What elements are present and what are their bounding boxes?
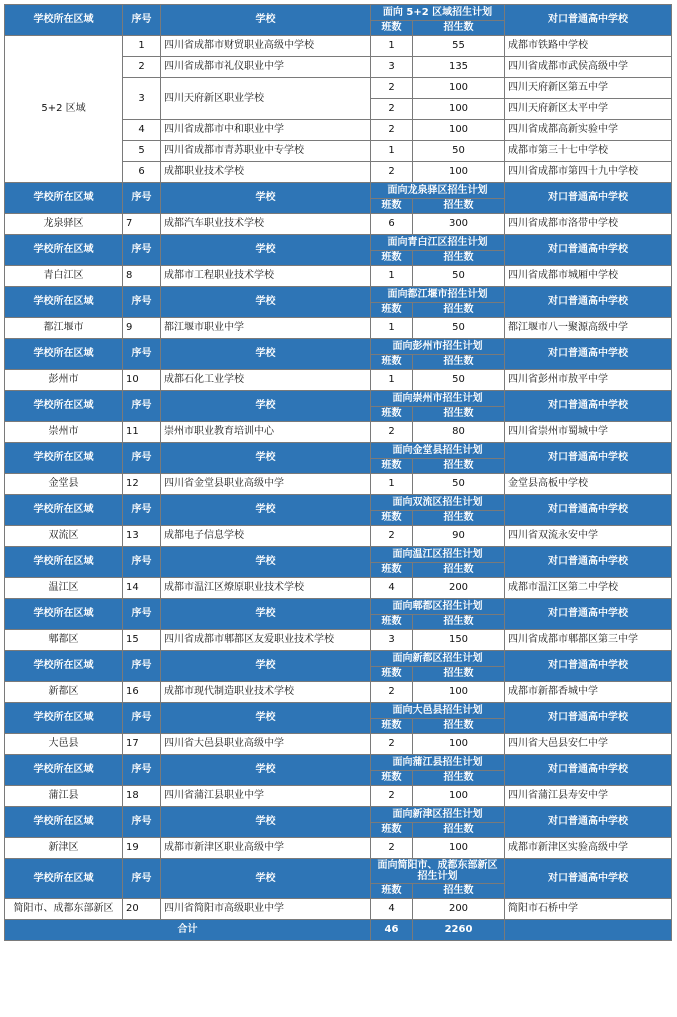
- section-header-row: [5, 807, 672, 823]
- seq-cell: 3: [123, 78, 161, 120]
- header-classes: 班数: [371, 407, 413, 422]
- header-seq: 序号: [123, 235, 161, 266]
- seq-cell: 10: [123, 370, 161, 391]
- header-classes: 班数: [371, 459, 413, 474]
- section-header-row: [5, 755, 672, 771]
- header-classes: 班数: [371, 563, 413, 578]
- region-cell: 龙泉驿区: [5, 214, 123, 235]
- enroll-cell: 100: [413, 838, 505, 859]
- classes-cell: 2: [371, 78, 413, 99]
- section-header-row: [5, 651, 672, 667]
- header-region: 学校所在区域: [5, 547, 123, 578]
- classes-cell: 2: [371, 162, 413, 183]
- paired-school-cell: 四川天府新区太平中学: [505, 99, 672, 120]
- table-row: [5, 786, 672, 807]
- enroll-cell: 100: [413, 120, 505, 141]
- table-row: [5, 266, 672, 287]
- header-paired-school: 对口普通高中学校: [505, 599, 672, 630]
- total-enroll: 2260: [413, 920, 505, 941]
- header-enroll: 招生数: [413, 771, 505, 786]
- paired-school-cell: 四川省蒲江县寿安中学: [505, 786, 672, 807]
- school-name-cell: 四川省金堂县职业高级中学: [161, 474, 371, 495]
- header-plan-title: 面向双流区招生计划: [371, 495, 505, 511]
- region-cell: 郫都区: [5, 630, 123, 651]
- header-classes: 班数: [371, 21, 413, 36]
- header-region: 学校所在区域: [5, 287, 123, 318]
- section-header-row: [5, 547, 672, 563]
- header-school: 学校: [161, 443, 371, 474]
- classes-cell: 4: [371, 899, 413, 920]
- header-region: 学校所在区域: [5, 391, 123, 422]
- header-school: 学校: [161, 287, 371, 318]
- header-region: 学校所在区域: [5, 235, 123, 266]
- seq-cell: 2: [123, 57, 161, 78]
- seq-cell: 15: [123, 630, 161, 651]
- classes-cell: 2: [371, 838, 413, 859]
- header-plan-title: 面向郫都区招生计划: [371, 599, 505, 615]
- seq-cell: 1: [123, 36, 161, 57]
- table-row: [5, 682, 672, 703]
- region-cell: 青白江区: [5, 266, 123, 287]
- paired-school-cell: 成都市新都香城中学: [505, 682, 672, 703]
- classes-cell: 1: [371, 266, 413, 287]
- header-plan-title: 面向青白江区招生计划: [371, 235, 505, 251]
- header-plan-title: 面向大邑县招生计划: [371, 703, 505, 719]
- school-name-cell: 四川省成都市中和职业中学: [161, 120, 371, 141]
- header-paired-school: 对口普通高中学校: [505, 183, 672, 214]
- header-seq: 序号: [123, 443, 161, 474]
- enroll-cell: 50: [413, 141, 505, 162]
- header-school: 学校: [161, 547, 371, 578]
- school-name-cell: 四川天府新区职业学校: [161, 78, 371, 120]
- header-school: 学校: [161, 495, 371, 526]
- classes-cell: 4: [371, 578, 413, 599]
- classes-cell: 6: [371, 214, 413, 235]
- header-region: 学校所在区域: [5, 755, 123, 786]
- enroll-cell: 200: [413, 578, 505, 599]
- header-region: 学校所在区域: [5, 859, 123, 899]
- header-plan-title: 面向龙泉驿区招生计划: [371, 183, 505, 199]
- table-body: [5, 5, 672, 941]
- paired-school-cell: 成都市温江区第二中学校: [505, 578, 672, 599]
- section-header-row: [5, 183, 672, 199]
- header-region: 学校所在区域: [5, 599, 123, 630]
- seq-cell: 17: [123, 734, 161, 755]
- header-school: 学校: [161, 755, 371, 786]
- header-classes: 班数: [371, 884, 413, 899]
- header-school: 学校: [161, 235, 371, 266]
- enroll-cell: 100: [413, 734, 505, 755]
- school-name-cell: 成都电子信息学校: [161, 526, 371, 547]
- enroll-cell: 90: [413, 526, 505, 547]
- header-seq: 序号: [123, 599, 161, 630]
- header-enroll: 招生数: [413, 719, 505, 734]
- header-school: 学校: [161, 599, 371, 630]
- header-classes: 班数: [371, 511, 413, 526]
- region-cell: 都江堰市: [5, 318, 123, 339]
- paired-school-cell: 成都市铁路中学校: [505, 36, 672, 57]
- region-cell: 崇州市: [5, 422, 123, 443]
- region-cell: 双流区: [5, 526, 123, 547]
- header-enroll: 招生数: [413, 251, 505, 266]
- header-classes: 班数: [371, 251, 413, 266]
- enroll-cell: 100: [413, 786, 505, 807]
- classes-cell: 2: [371, 99, 413, 120]
- header-plan-title: 面向简阳市、成都东部新区招生计划: [371, 859, 505, 884]
- paired-school-cell: 金堂县高板中学校: [505, 474, 672, 495]
- paired-school-cell: 四川省成都市城厢中学校: [505, 266, 672, 287]
- region-cell: 新津区: [5, 838, 123, 859]
- header-enroll: 招生数: [413, 823, 505, 838]
- school-name-cell: 成都市现代制造职业技术学校: [161, 682, 371, 703]
- header-school: 学校: [161, 339, 371, 370]
- header-seq: 序号: [123, 703, 161, 734]
- school-name-cell: 成都汽车职业技术学校: [161, 214, 371, 235]
- header-classes: 班数: [371, 771, 413, 786]
- header-region: 学校所在区域: [5, 495, 123, 526]
- classes-cell: 3: [371, 57, 413, 78]
- school-name-cell: 成都市新津区职业高级中学: [161, 838, 371, 859]
- table-row: [5, 474, 672, 495]
- header-plan-title: 面向蒲江县招生计划: [371, 755, 505, 771]
- seq-cell: 8: [123, 266, 161, 287]
- seq-cell: 7: [123, 214, 161, 235]
- school-name-cell: 四川省成都市青苏职业中专学校: [161, 141, 371, 162]
- classes-cell: 1: [371, 36, 413, 57]
- header-region: 学校所在区域: [5, 339, 123, 370]
- header-seq: 序号: [123, 339, 161, 370]
- header-classes: 班数: [371, 303, 413, 318]
- enroll-cell: 100: [413, 99, 505, 120]
- enroll-cell: 50: [413, 318, 505, 339]
- paired-school-cell: 四川省崇州市蜀城中学: [505, 422, 672, 443]
- header-plan-title: 面向彭州市招生计划: [371, 339, 505, 355]
- header-paired-school: 对口普通高中学校: [505, 495, 672, 526]
- paired-school-cell: 成都市第三十七中学校: [505, 141, 672, 162]
- header-classes: 班数: [371, 615, 413, 630]
- header-plan-title: 面向新津区招生计划: [371, 807, 505, 823]
- classes-cell: 3: [371, 630, 413, 651]
- paired-school-cell: 四川省彭州市敖平中学: [505, 370, 672, 391]
- header-school: 学校: [161, 859, 371, 899]
- table-row: [5, 734, 672, 755]
- header-seq: 序号: [123, 755, 161, 786]
- header-seq: 序号: [123, 5, 161, 36]
- header-region: 学校所在区域: [5, 5, 123, 36]
- seq-cell: 6: [123, 162, 161, 183]
- header-plan-title: 面向新都区招生计划: [371, 651, 505, 667]
- header-paired-school: 对口普通高中学校: [505, 5, 672, 36]
- header-paired-school: 对口普通高中学校: [505, 651, 672, 682]
- classes-cell: 1: [371, 141, 413, 162]
- school-name-cell: 四川省大邑县职业高级中学: [161, 734, 371, 755]
- school-name-cell: 崇州市职业教育培训中心: [161, 422, 371, 443]
- header-enroll: 招生数: [413, 407, 505, 422]
- table-row: [5, 526, 672, 547]
- school-name-cell: 四川省成都市礼仪职业中学: [161, 57, 371, 78]
- school-name-cell: 四川省简阳市高级职业中学: [161, 899, 371, 920]
- section-header-row: [5, 703, 672, 719]
- seq-cell: 16: [123, 682, 161, 703]
- header-enroll: 招生数: [413, 303, 505, 318]
- header-seq: 序号: [123, 859, 161, 899]
- header-classes: 班数: [371, 823, 413, 838]
- header-paired-school: 对口普通高中学校: [505, 339, 672, 370]
- enroll-cell: 50: [413, 370, 505, 391]
- school-name-cell: 四川省成都市财贸职业高级中学校: [161, 36, 371, 57]
- header-school: 学校: [161, 391, 371, 422]
- table-row: [5, 214, 672, 235]
- header-seq: 序号: [123, 287, 161, 318]
- section-header-row: [5, 5, 672, 21]
- classes-cell: 1: [371, 370, 413, 391]
- header-plan-title: 面向都江堰市招生计划: [371, 287, 505, 303]
- header-region: 学校所在区域: [5, 703, 123, 734]
- header-enroll: 招生数: [413, 21, 505, 36]
- header-classes: 班数: [371, 719, 413, 734]
- header-enroll: 招生数: [413, 667, 505, 682]
- header-paired-school: 对口普通高中学校: [505, 807, 672, 838]
- header-region: 学校所在区域: [5, 183, 123, 214]
- header-enroll: 招生数: [413, 563, 505, 578]
- school-name-cell: 成都职业技术学校: [161, 162, 371, 183]
- header-paired-school: 对口普通高中学校: [505, 547, 672, 578]
- seq-cell: 18: [123, 786, 161, 807]
- header-region: 学校所在区域: [5, 443, 123, 474]
- section-header-row: [5, 235, 672, 251]
- section-header-row: [5, 287, 672, 303]
- enroll-cell: 150: [413, 630, 505, 651]
- header-paired-school: 对口普通高中学校: [505, 859, 672, 899]
- header-enroll: 招生数: [413, 459, 505, 474]
- header-enroll: 招生数: [413, 355, 505, 370]
- school-name-cell: 四川省蒲江县职业中学: [161, 786, 371, 807]
- classes-cell: 2: [371, 120, 413, 141]
- paired-school-cell: 四川省成都市武侯高级中学: [505, 57, 672, 78]
- total-row: [5, 920, 672, 941]
- region-cell: 简阳市、成都东部新区: [5, 899, 123, 920]
- region-cell: 大邑县: [5, 734, 123, 755]
- header-paired-school: 对口普通高中学校: [505, 755, 672, 786]
- enroll-cell: 100: [413, 162, 505, 183]
- enroll-cell: 80: [413, 422, 505, 443]
- seq-cell: 4: [123, 120, 161, 141]
- school-name-cell: 成都市温江区燎原职业技术学校: [161, 578, 371, 599]
- table-row: [5, 36, 672, 57]
- region-cell: 新都区: [5, 682, 123, 703]
- header-paired-school: 对口普通高中学校: [505, 391, 672, 422]
- table-row: [5, 838, 672, 859]
- header-school: 学校: [161, 703, 371, 734]
- header-enroll: 招生数: [413, 511, 505, 526]
- header-seq: 序号: [123, 651, 161, 682]
- total-classes: 46: [371, 920, 413, 941]
- header-plan-title: 面向金堂县招生计划: [371, 443, 505, 459]
- enrollment-plan-table: [4, 4, 672, 941]
- seq-cell: 19: [123, 838, 161, 859]
- enroll-cell: 100: [413, 78, 505, 99]
- header-seq: 序号: [123, 495, 161, 526]
- section-header-row: [5, 495, 672, 511]
- section-header-row: [5, 443, 672, 459]
- header-paired-school: 对口普通高中学校: [505, 443, 672, 474]
- section-header-row: [5, 599, 672, 615]
- region-cell: 蒲江县: [5, 786, 123, 807]
- classes-cell: 1: [371, 318, 413, 339]
- header-seq: 序号: [123, 391, 161, 422]
- paired-school-cell: 四川省双流永安中学: [505, 526, 672, 547]
- header-enroll: 招生数: [413, 199, 505, 214]
- header-paired-school: 对口普通高中学校: [505, 235, 672, 266]
- seq-cell: 14: [123, 578, 161, 599]
- total-label: 合计: [5, 920, 371, 941]
- seq-cell: 9: [123, 318, 161, 339]
- section-header-row: [5, 859, 672, 884]
- enroll-cell: 50: [413, 474, 505, 495]
- classes-cell: 2: [371, 526, 413, 547]
- table-row: [5, 422, 672, 443]
- seq-cell: 11: [123, 422, 161, 443]
- table-row: [5, 370, 672, 391]
- section-header-row: [5, 339, 672, 355]
- classes-cell: 2: [371, 682, 413, 703]
- paired-school-cell: 成都市新津区实验高级中学: [505, 838, 672, 859]
- enroll-cell: 100: [413, 682, 505, 703]
- header-region: 学校所在区域: [5, 651, 123, 682]
- header-seq: 序号: [123, 547, 161, 578]
- enroll-cell: 50: [413, 266, 505, 287]
- enroll-cell: 55: [413, 36, 505, 57]
- seq-cell: 12: [123, 474, 161, 495]
- paired-school-cell: 四川天府新区第五中学: [505, 78, 672, 99]
- paired-school-cell: 四川省大邑县安仁中学: [505, 734, 672, 755]
- seq-cell: 5: [123, 141, 161, 162]
- school-name-cell: 成都市工程职业技术学校: [161, 266, 371, 287]
- region-cell: 金堂县: [5, 474, 123, 495]
- header-plan-title: 面向崇州市招生计划: [371, 391, 505, 407]
- header-seq: 序号: [123, 807, 161, 838]
- header-paired-school: 对口普通高中学校: [505, 287, 672, 318]
- header-classes: 班数: [371, 199, 413, 214]
- header-plan-title: 面向温江区招生计划: [371, 547, 505, 563]
- paired-school-cell: 四川省成都市洛带中学校: [505, 214, 672, 235]
- header-enroll: 招生数: [413, 884, 505, 899]
- header-school: 学校: [161, 651, 371, 682]
- paired-school-cell: 四川省成都市郫都区第三中学: [505, 630, 672, 651]
- table-row: [5, 899, 672, 920]
- paired-school-cell: 简阳市石桥中学: [505, 899, 672, 920]
- header-school: 学校: [161, 807, 371, 838]
- header-enroll: 招生数: [413, 615, 505, 630]
- header-school: 学校: [161, 5, 371, 36]
- header-plan-title: 面向 5+2 区域招生计划: [371, 5, 505, 21]
- section-header-row: [5, 391, 672, 407]
- seq-cell: 13: [123, 526, 161, 547]
- enroll-cell: 300: [413, 214, 505, 235]
- enroll-cell: 135: [413, 57, 505, 78]
- paired-school-cell: 四川省成都市第四十九中学校: [505, 162, 672, 183]
- table-row: [5, 578, 672, 599]
- enroll-cell: 200: [413, 899, 505, 920]
- school-name-cell: 都江堰市职业中学: [161, 318, 371, 339]
- classes-cell: 1: [371, 474, 413, 495]
- classes-cell: 2: [371, 734, 413, 755]
- header-classes: 班数: [371, 355, 413, 370]
- header-classes: 班数: [371, 667, 413, 682]
- total-empty-cell: [505, 920, 672, 941]
- header-school: 学校: [161, 183, 371, 214]
- seq-cell: 20: [123, 899, 161, 920]
- school-name-cell: 四川省成都市郫都区友爱职业技术学校: [161, 630, 371, 651]
- table-row: [5, 318, 672, 339]
- paired-school-cell: 四川省成都高新实验中学: [505, 120, 672, 141]
- header-seq: 序号: [123, 183, 161, 214]
- header-paired-school: 对口普通高中学校: [505, 703, 672, 734]
- region-cell: 彭州市: [5, 370, 123, 391]
- paired-school-cell: 都江堰市八一聚源高级中学: [505, 318, 672, 339]
- classes-cell: 2: [371, 786, 413, 807]
- region-cell: 5+2 区域: [5, 36, 123, 183]
- classes-cell: 2: [371, 422, 413, 443]
- header-region: 学校所在区域: [5, 807, 123, 838]
- table-row: [5, 630, 672, 651]
- region-cell: 温江区: [5, 578, 123, 599]
- school-name-cell: 成都石化工业学校: [161, 370, 371, 391]
